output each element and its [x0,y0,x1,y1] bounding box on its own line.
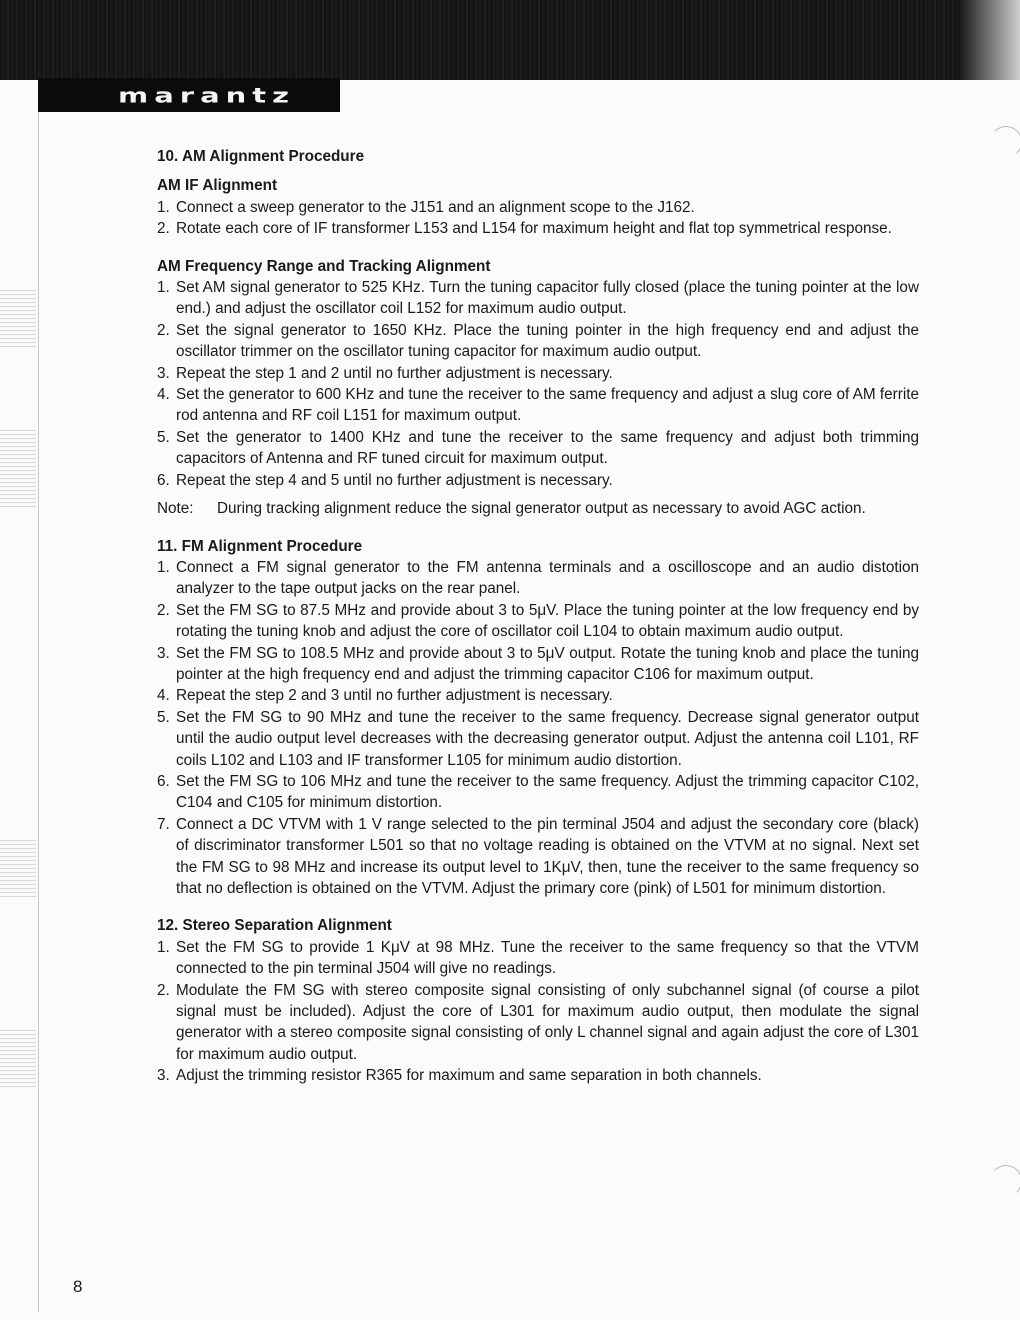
list-item [157,384,919,427]
document-body [157,146,919,1087]
item-text: Repeat the step 4 and 5 until no further adjustment is necessary. [176,471,613,489]
list-item [157,470,919,491]
list-item [157,814,919,900]
header-band [0,0,1020,80]
item-text: Connect a sweep generator to the J151 and an alignment scope to the J162. [176,198,695,216]
list-item [157,218,919,239]
fm-alignment-steps [157,557,919,900]
item-text: Set the FM SG to 108.5 MHz and provide about 3 to 5μV output. Rotate the tuning knob and place the tuning pointer at the high frequency end and adjust the trimming capacitor C106 for maximum output. [176,644,919,683]
item-number: 7. [157,815,170,833]
item-number: 5. [157,708,170,726]
item-text: Repeat the step 1 and 2 until no further adjustment is necessary. [176,364,613,382]
item-text: Set the FM SG to 87.5 MHz and provide about 3 to 5μV. Place the tuning pointer at the low frequency end by rotating the tuning knob and adjust the core of oscillator coil L104 to obtain maximum audio output. [176,601,919,641]
list-item [157,771,919,814]
edge-scan-noise [0,290,36,350]
item-number: 1. [157,279,170,297]
list-item [157,980,919,1066]
item-text: Set the generator to 1400 KHz and tune the receiver to the same frequency and adjust both trimming capacitors of Antenna and RF tuned circuit for maximum output. [176,428,919,468]
item-number: 6. [157,772,170,790]
note-label: Note: [157,500,194,518]
item-number: 3. [157,364,170,382]
item-number: 4. [157,386,170,404]
brand-logo: marantz [118,83,296,108]
item-text: Adjust the trimming resistor R365 for maximum and same separation in both channels. [176,1067,762,1085]
list-item [157,427,919,470]
edge-scan-noise [0,1030,36,1090]
list-item [157,685,919,706]
item-text: Rotate each core of IF transformer L153 and L154 for maximum height and flat top symmetrical response. [176,220,892,238]
note-text: During tracking alignment reduce the signal generator output as necessary to avoid AGC action. [217,500,866,518]
item-number: 3. [157,1067,170,1085]
list-item [157,707,919,771]
subsection-heading: AM IF Alignment [157,177,278,195]
item-number: 2. [157,220,170,238]
brand-bar [38,78,340,112]
item-text: Connect a DC VTVM with 1 V range selected to the pin terminal J504 and adjust the secondary core (black) of discriminator transformer L501 so that no voltage reading is obtained on the VTVM at no signal. Next set the FM SG to 98 MHz and increase its output level to 1KμV, then, tune the receiver to the same frequency so that no deflection is obtained on the VTVM. Adjust the primary core (pink) of L501 for minimum distortion. [176,815,919,897]
item-number: 3. [157,644,170,662]
list-item [157,320,919,363]
item-text: Repeat the step 2 and 3 until no further adjustment is necessary. [176,687,613,705]
item-number: 1. [157,558,170,576]
item-text: Set the FM SG to 90 MHz and tune the receiver to the same frequency. Decrease signal generator output until the audio output level decreases with the decreasing generator output. Adjust the antenna coil L101, RF coils L102 and L103 and IF transformer L105 for minimum audio distortion. [176,708,919,769]
item-text: Set the FM SG to 106 MHz and tune the receiver to the same frequency. Adjust the trimming capacitor C102, C104 and C105 for minimum distortion. [176,772,919,812]
header-band-fade [960,0,1020,80]
stereo-separation-steps [157,937,919,1087]
binder-hole-mark [990,1165,1020,1197]
item-number: 6. [157,471,170,489]
left-margin-rule [38,112,39,1312]
binder-hole-mark [990,126,1020,158]
subsection-heading: AM Frequency Range and Tracking Alignment [157,257,491,275]
list-item [157,1065,919,1086]
edge-scan-noise [0,840,36,900]
page-number: 8 [73,1277,83,1296]
item-text: Set the FM SG to provide 1 KμV at 98 MHz. Tune the receiver to the same frequency so that the VTVM connected to the pin terminal J504 will give no readings. [176,938,919,978]
item-text: Set the signal generator to 1650 KHz. Place the tuning pointer in the high frequency end and adjust the oscillator trimmer on the oscillator tuning capacitor for maximum audio output. [176,321,919,361]
list-item [157,197,919,218]
list-item [157,363,919,384]
item-text: Modulate the FM SG with stereo composite signal consisting of only subchannel signal (of course a pilot signal must be included). Adjust the core of L301 for maximum audio output, then modulate the signal generator with a stereo composite signal consisting of only L channel signal and again adjust the core of L301 for maximum audio output. [176,981,919,1063]
item-number: 1. [157,938,170,956]
section-heading: 12. Stereo Separation Alignment [157,917,392,935]
section-heading: 10. AM Alignment Procedure [157,148,365,165]
list-item [157,643,919,686]
item-text: Connect a FM signal generator to the FM antenna terminals and a oscilloscope and an audio distotion analyzer to the tape output jacks on the rear panel. [176,558,919,598]
list-item [157,277,919,320]
item-number: 2. [157,981,170,999]
edge-scan-noise [0,430,36,510]
item-number: 1. [157,198,170,216]
item-number: 2. [157,601,170,619]
item-number: 4. [157,687,170,705]
am-if-steps [157,197,919,240]
item-number: 5. [157,428,170,446]
list-item [157,557,919,600]
note [157,498,919,519]
list-item [157,937,919,980]
item-text: Set AM signal generator to 525 KHz. Turn the tuning capacitor fully closed (place the tuning pointer at the low end.) and adjust the oscillator coil L152 for maximum audio output. [176,279,919,318]
am-tracking-steps [157,277,919,491]
item-number: 2. [157,321,170,339]
item-text: Set the generator to 600 KHz and tune the receiver to the same frequency and adjust a slug core of AM ferrite rod antenna and RF coil L151 for maximum output. [176,386,919,425]
list-item [157,600,919,643]
section-heading: 11. FM Alignment Procedure [157,537,363,555]
